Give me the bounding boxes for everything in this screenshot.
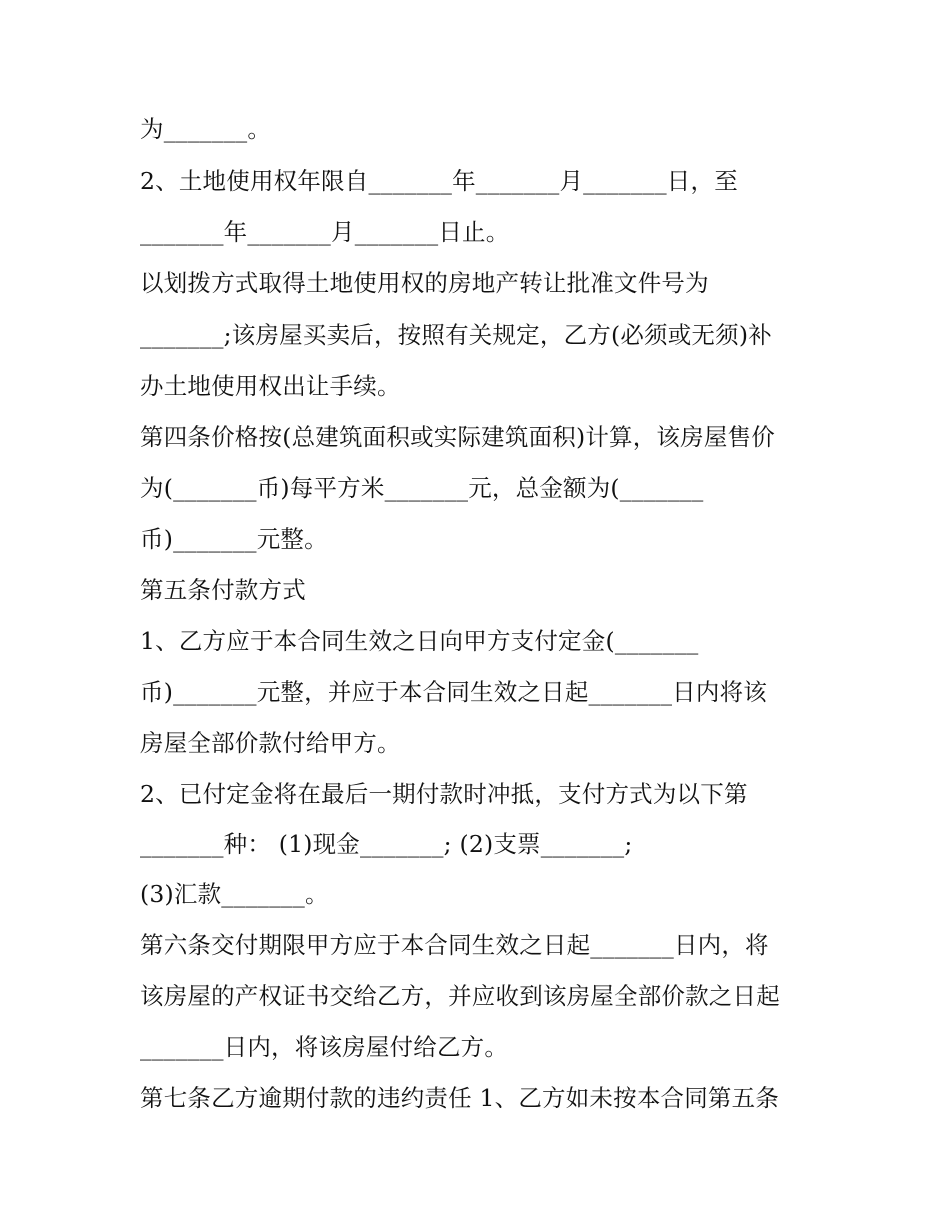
text-line: 币)_______元整。 <box>140 525 328 553</box>
text-line: _______日内，将该房屋付给乙方。 <box>140 1033 509 1061</box>
text-line: 房屋全部价款付给甲方。 <box>140 729 401 757</box>
section-heading: 第五条付款方式 <box>140 576 306 604</box>
section-heading: 第六条交付期限甲方应于本合同生效之日起_______日内，将 <box>140 931 769 959</box>
section-heading: 第七条乙方逾期付款的违约责任 1、乙方如未按本合同第五条 <box>140 1084 780 1112</box>
text-line: _______年_______月_______日止。 <box>140 218 510 246</box>
text-line: 办土地使用权出让手续。 <box>140 372 401 400</box>
text-line: 为(_______币)每平方米_______元，总金额为(_______ <box>140 474 704 502</box>
text-line: _______;该房屋买卖后，按照有关规定，乙方(必须或无须)补 <box>140 321 772 349</box>
text-line: _______种： (1)现金_______; (2)支票_______; <box>140 830 633 858</box>
text-line: 2、土地使用权年限自_______年_______月_______日，至 <box>140 167 738 195</box>
section-heading: 第四条价格按(总建筑面积或实际建筑面积)计算，该房屋售价 <box>140 423 775 451</box>
text-line: 为_______。 <box>140 115 272 143</box>
text-line: (3)汇款_______。 <box>140 880 329 908</box>
text-line: 2、已付定金将在最后一期付款时冲抵，支付方式为以下第 <box>140 780 748 808</box>
text-line: 该房屋的产权证书交给乙方，并应收到该房屋全部价款之日起 <box>140 982 780 1010</box>
text-line: 以划拨方式取得土地使用权的房地产转让批准文件号为 <box>140 269 709 297</box>
text-line: 1、乙方应于本合同生效之日向甲方支付定金(_______ <box>140 627 699 655</box>
text-line: 币)_______元整，并应于本合同生效之日起_______日内将该 <box>140 678 767 706</box>
